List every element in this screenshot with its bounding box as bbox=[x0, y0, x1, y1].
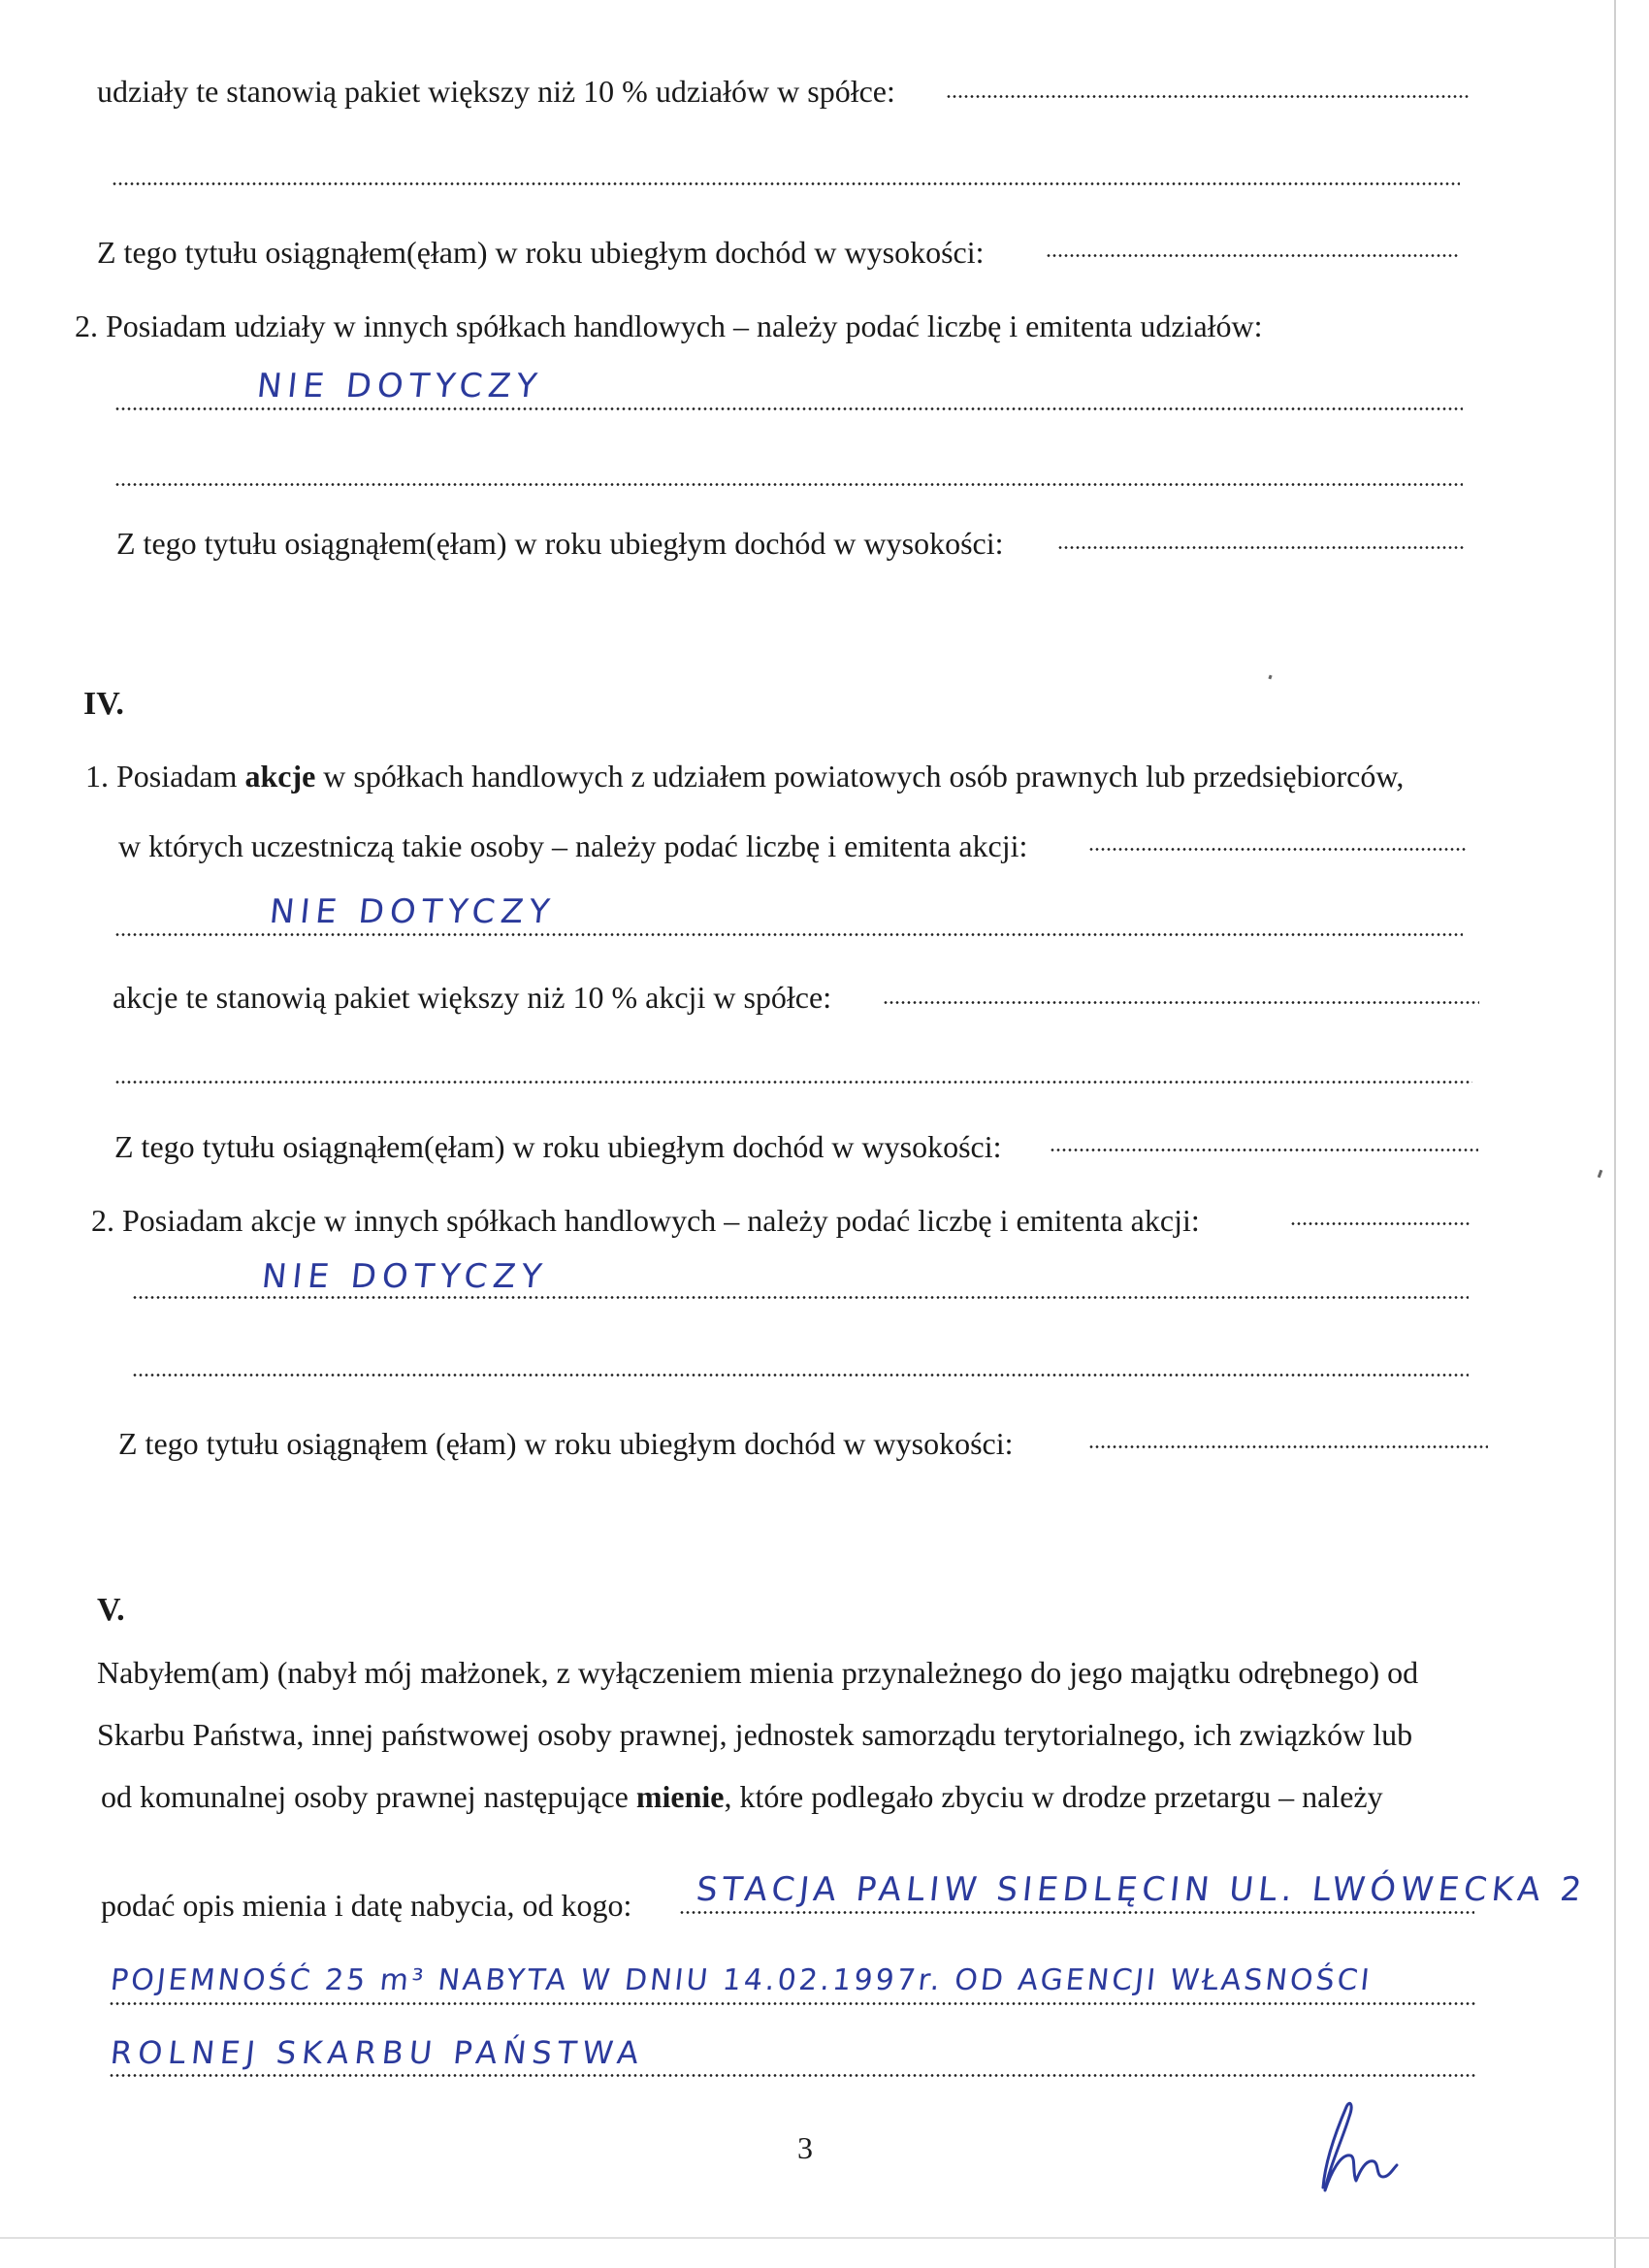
handwritten-answer-line1: STACJA PALIW SIEDLĘCIN UL. LWÓWECKA 2 bbox=[694, 1870, 1589, 1909]
dotted-fill bbox=[883, 1001, 1479, 1004]
handwritten-answer-line2: POJEMNOŚĆ 25 m³ NABYTA W DNIU 14.02.1997r. OD AGENCJI WŁASNOŚCI bbox=[109, 1963, 1374, 1997]
section-iv-heading: IV. bbox=[83, 686, 124, 722]
handwritten-signature bbox=[1296, 2095, 1412, 2202]
text-item-1-akcje bbox=[85, 757, 1404, 795]
dotted-line bbox=[132, 1296, 1469, 1299]
dotted-line bbox=[114, 1081, 1472, 1084]
text-item-2-akcje: 2. Posiadam akcje w innych spółkach handlowych – należy podać liczbę i emitenta akcji: bbox=[91, 1203, 1200, 1238]
handwritten-answer: NIE DOTYCZY bbox=[254, 367, 545, 405]
text-udzialy-pakiet: udziały te stanowią pakiet większy niż 10 % udziałów w spółce: bbox=[97, 74, 895, 109]
handwritten-answer-line3: ROLNEJ SKARBU PAŃSTWA bbox=[109, 2034, 647, 2071]
dotted-line bbox=[132, 1374, 1469, 1377]
dotted-fill bbox=[1050, 1149, 1478, 1151]
text-v-p2: Skarbu Państwa, innej państwowej osoby prawnej, jednostek samorządu terytorialnego, ich związków lub bbox=[97, 1717, 1413, 1752]
text-v-p4: podać opis mienia i datę nabycia, od kogo: bbox=[101, 1888, 632, 1923]
dotted-line bbox=[109, 2074, 1476, 2077]
dotted-fill bbox=[679, 1911, 1474, 1914]
scan-edge bbox=[1614, 0, 1616, 2268]
dotted-line bbox=[112, 182, 1460, 185]
scan-edge-bottom bbox=[0, 2237, 1649, 2239]
dotted-fill bbox=[1290, 1222, 1471, 1225]
text-income-2: Z tego tytułu osiągnąłem(ęłam) w roku ubiegłym dochód w wysokości: bbox=[116, 526, 1004, 561]
dotted-fill bbox=[946, 95, 1470, 98]
v-p3-bold: mienie bbox=[635, 1779, 725, 1814]
dotted-line bbox=[114, 483, 1463, 486]
page-number: 3 bbox=[797, 2130, 813, 2165]
dotted-line bbox=[109, 2002, 1476, 2005]
item1-bold: akcje bbox=[244, 759, 316, 794]
text-income-iv-1: Z tego tytułu osiągnąłem(ęłam) w roku ubiegłym dochód w wysokości: bbox=[114, 1129, 1002, 1164]
dotted-line bbox=[114, 407, 1463, 410]
text-income-1: Z tego tytułu osiągnąłem(ęłam) w roku ubiegłym dochód w wysokości: bbox=[97, 235, 985, 270]
text-v-p1: Nabyłem(am) (nabył mój małżonek, z wyłączeniem mienia przynależnego do jego majątku odrębnego) od bbox=[97, 1655, 1419, 1690]
dotted-fill bbox=[1088, 1445, 1488, 1448]
text-v-p3 bbox=[101, 1777, 1383, 1816]
v-p3-suffix: , które podlegało zbyciu w drodze przetargu – należy bbox=[724, 1779, 1383, 1814]
scan-speck bbox=[1268, 675, 1272, 680]
text-item-2-udzialy: 2. Posiadam udziały w innych spółkach handlowych – należy podać liczbę i emitenta udziałów: bbox=[75, 308, 1263, 343]
text-income-iv-2: Z tego tytułu osiągnąłem (ęłam) w roku ubiegłym dochód w wysokości: bbox=[118, 1426, 1014, 1461]
handwritten-answer: NIE DOTYCZY bbox=[267, 892, 558, 931]
dotted-fill bbox=[1088, 848, 1467, 851]
dotted-fill bbox=[1057, 546, 1465, 549]
text-item-1-line2: w których uczestniczą takie osoby – należy podać liczbę i emitenta akcji: bbox=[118, 828, 1028, 863]
item1-prefix: 1. Posiadam bbox=[85, 759, 245, 794]
v-p3-prefix: od komunalnej osoby prawnej następujące bbox=[101, 1779, 636, 1814]
section-v-heading: V. bbox=[97, 1592, 125, 1628]
scan-speck bbox=[1598, 1170, 1603, 1179]
dotted-fill bbox=[1046, 254, 1458, 257]
dotted-line bbox=[114, 933, 1463, 936]
handwritten-answer: NIE DOTYCZY bbox=[259, 1257, 550, 1296]
text-akcje-pakiet: akcje te stanowią pakiet większy niż 10 % akcji w spółce: bbox=[113, 980, 832, 1015]
item1-suffix: w spółkach handlowych z udziałem powiatowych osób prawnych lub przedsiębiorców, bbox=[315, 759, 1405, 794]
